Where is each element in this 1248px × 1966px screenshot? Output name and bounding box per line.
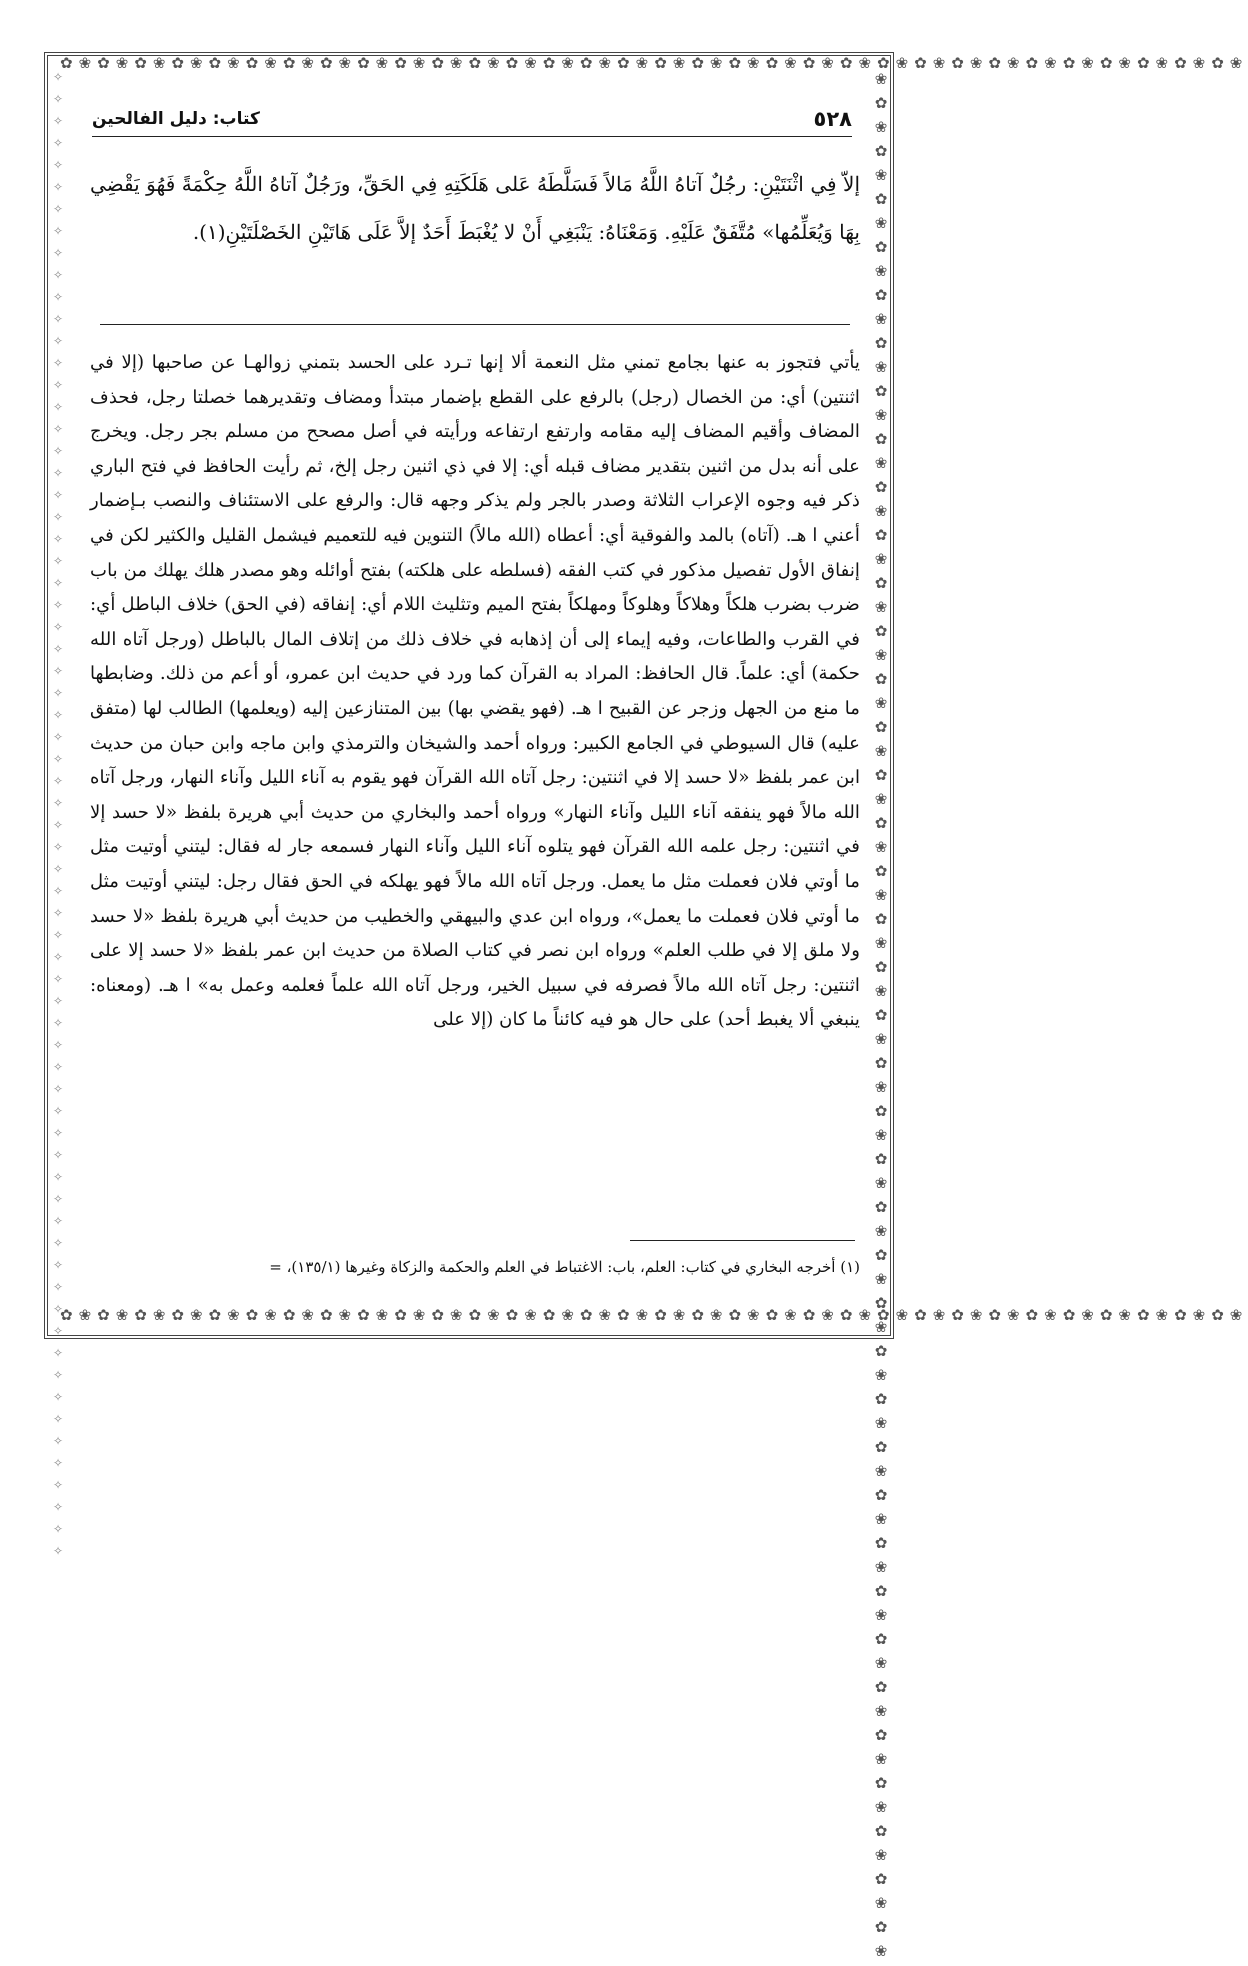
page-number: ٥٢٨ bbox=[813, 107, 852, 131]
book-title: كتاب: دليل الفالحين bbox=[92, 109, 260, 129]
hadith-text: إلاّ فِي اثْنَتَيْنِ: رجُلٌ آتاهُ اللَّهُ مَالاً فَسَلَّطَهُ عَلى هَلَكَتِهِ فِي الحَقِّ، ورَجُلٌ آتاهُ اللَّهُ حِكْمَةً فَهُوَ يَقْضِي بِهَا وَيُعَلِّمُها» مُتَّفَقٌ عَلَيْهِ. وَمَعْنَاهُ: يَنْبَغِي أَنْ لا يُغْبَطَ أَحَدٌ إلاَّ عَلَى هَاتَيْنِ الخَصْلَتَيْنِ(١). bbox=[90, 172, 860, 244]
section-divider bbox=[100, 324, 850, 325]
page-header bbox=[92, 102, 852, 137]
footnote: (١) أخرجه البخاري في كتاب: العلم، باب: الاغتباط في العلم والحكمة والزكاة وغيرها (١٣٥/١)، = bbox=[269, 1258, 860, 1276]
footnote-divider bbox=[630, 1240, 855, 1241]
ornamental-border-bottom: ✿❀✿❀✿❀✿❀✿❀✿❀✿❀✿❀✿❀✿❀✿❀✿❀✿❀✿❀✿❀✿❀✿❀✿❀✿❀✿❀✿❀✿❀✿❀✿❀✿❀✿❀✿❀✿❀✿❀✿❀✿❀✿❀ bbox=[60, 1306, 1248, 1324]
ornamental-border-left: ✧✧✧✧✧✧✧✧✧✧✧✧✧✧✧✧✧✧✧✧✧✧✧✧✧✧✧✧✧✧✧✧✧✧✧✧✧✧✧✧✧✧✧✧✧✧✧✧✧✧✧✧✧✧✧✧✧✧✧✧✧✧✧✧✧✧✧✧ bbox=[51, 70, 65, 1566]
ornamental-border-right: ❀✿❀✿❀✿❀✿❀✿❀✿❀✿❀✿❀✿❀✿❀✿❀✿❀✿❀✿❀✿❀✿❀✿❀✿❀✿❀✿❀✿❀✿❀✿❀✿❀✿❀✿❀✿❀✿❀✿❀✿❀✿❀✿❀✿❀✿❀✿❀✿❀✿❀✿❀✿❀ bbox=[872, 70, 890, 1966]
commentary-text: يأتي فتجوز به عنها بجامع تمني مثل النعمة ألا إنها تـرد على الحسد بتمني زوالهـا عن صاحبها (إلا في اثنتين) أي: من الخصال (رجل) بالرفع على القطع بإضمار مبتدأ ومضاف وتقديرهما خصلتا رجل، فحذف المضاف وأقيم المضاف إليه مقامه وارتفع ارتفاعه ورأيته في أصل مصحح من مسلم بجر رجل. ويخرج على أنه بدل من اثنين بتقدير مضاف قبله أي: إلا في ذي اثنين رجل إلخ، ثم رأيت الحافظ في فتح الباري ذكر فيه وجوه الإعراب الثلاثة وصدر بالجر ولم يذكر وجهه قال: والرفع على الاستئناف والنصب بـإضمار أعني ا هـ. (آتاه) بالمد والفوقية أي: أعطاه (الله مالاً) التنوين فيه للتعميم فيشمل القليل والكثير لكن في إنفاق الأول تفصيل مذكور في كتب الفقه (فسلطه على هلكته) بفتح أوائله وهو مصدر هلك يهلك من باب ضرب بضرب هلكاً وهلاكاً وهلوكاً ومهلكاً بفتح الميم وتثليث اللام أي: إنفاقه (في الحق) خلاف الباطل أي: في القرب والطاعات، وفيه إيماء إلى أن إذهابه في خلاف ذلك من إتلاف المال بالباطل (ورجل آتاه الله حكمة) أي: علماً. قال الحافظ: المراد به القرآن كما ورد في حديث ابن عمرو، أو أعم من ذلك. وضابطها ما منع من الجهل وزجر عن القبيح ا هـ. (فهو يقضي بها) بين المتنازعين إليه (ويعلمها) الطالب لها (متفق عليه) قال السيوطي في الجامع الكبير: ورواه أحمد والشيخان والترمذي وابن ماجه وابن حبان من حديث ابن عمر بلفظ «لا حسد إلا في اثنتين: رجل آتاه الله القرآن فهو يقوم به آناء الليل وآناء النهار، ورجل آتاه الله مالاً فهو ينفقه آناء الليل وآناء النهار» ورواه أحمد والبخاري من حديث أبي هريرة بلفظ «لا حسد إلا في اثنتين: رجل علمه الله القرآن فهو يتلوه آناء الليل وآناء النهار فسمعه جار له فقال: ليتني أوتيت مثل ما أوتي فلان فعملت مثل ما يعمل. ورجل آتاه الله مالاً فهو يهلكه في الحق فقال رجل: ليتني أوتيت مثل ما أوتي فلان فعملت ما يعمل»، ورواه ابن عدي والبيهقي والخطيب من حديث أبي هريرة بلفظ «لا حسد ولا ملق إلا في طلب العلم» ورواه ابن نصر في كتاب الصلاة من حديث ابن عمر بلفظ «لا حسد إلا على اثنتين: رجل آتاه الله مالاً فصرفه في سبيل الخير، ورجل آتاه الله علماً فعلمه وعمل به» ا هـ. (ومعناه: ينبغي ألا يغبط أحد) على حال هو فيه كائناً ما كان (إلا على bbox=[90, 352, 860, 1031]
ornamental-border-top: ✿❀✿❀✿❀✿❀✿❀✿❀✿❀✿❀✿❀✿❀✿❀✿❀✿❀✿❀✿❀✿❀✿❀✿❀✿❀✿❀✿❀✿❀✿❀✿❀✿❀✿❀✿❀✿❀✿❀✿❀✿❀✿❀ bbox=[60, 54, 1248, 72]
